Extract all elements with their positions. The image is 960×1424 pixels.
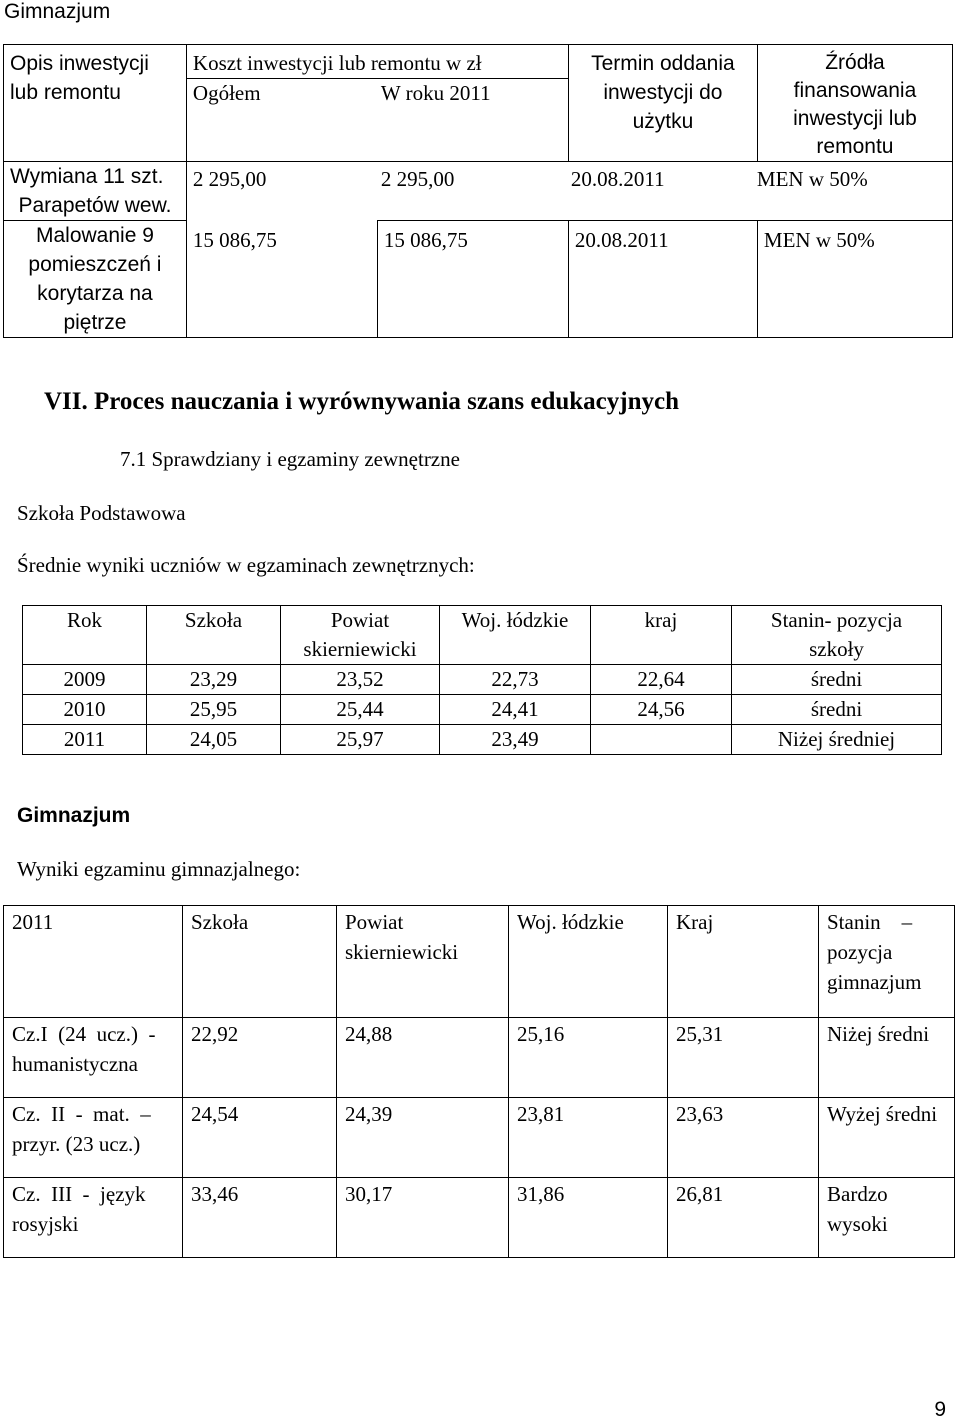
exam-results-table <box>22 605 942 755</box>
row1-year: 2 295,00 <box>380 167 455 191</box>
t2-header-year: Rok <box>23 606 147 665</box>
t3-cell: 25,16 <box>509 1018 668 1098</box>
t3-header-school: Szkoła <box>183 906 337 1018</box>
t3-cell: 25,31 <box>668 1018 819 1098</box>
t3-cell: 23,81 <box>509 1098 668 1178</box>
t2-cell: 25,97 <box>281 725 440 755</box>
header-source <box>757 45 952 162</box>
row1-description <box>4 162 187 221</box>
table-row <box>23 695 942 725</box>
t3-header-county: Powiat skierniewicki <box>337 906 509 1018</box>
row2-description-line: pomieszczeń i <box>28 253 162 276</box>
row2-term: 20.08.2011 <box>568 221 757 338</box>
header-total: Ogółem <box>187 78 375 108</box>
row1-description-line: Parapetów wew. <box>18 194 172 217</box>
gimnazjum-label: Gimnazjum <box>17 804 131 827</box>
t2-cell: 25,44 <box>281 695 440 725</box>
t2-cell: 24,41 <box>440 695 591 725</box>
t3-cell: 22,92 <box>183 1018 337 1098</box>
table-row <box>23 665 942 695</box>
header-source-line: finansowania <box>793 79 917 102</box>
page-header-title: Gimnazjum <box>4 0 111 23</box>
table-row <box>23 725 942 755</box>
investment-table <box>3 44 953 338</box>
t3-cell: Niżej średni <box>819 1018 955 1098</box>
header-term <box>568 45 757 162</box>
row2-description-line: korytarza na <box>37 282 153 305</box>
section-title: VII. Proces nauczania i wyrównywania szans edukacyjnych <box>44 388 679 415</box>
header-source-line: inwestycji lub <box>793 107 917 130</box>
t2-header-county: Powiat skierniewicki <box>281 606 440 665</box>
t3-cell: 26,81 <box>668 1178 819 1258</box>
t2-cell: 25,95 <box>147 695 281 725</box>
t3-cell: 23,63 <box>668 1098 819 1178</box>
t2-cell <box>591 725 732 755</box>
t2-cell: 23,29 <box>147 665 281 695</box>
table-row <box>4 1178 955 1258</box>
t2-cell: 22,73 <box>440 665 591 695</box>
t2-cell: 24,05 <box>147 725 281 755</box>
t3-cell: 33,46 <box>183 1178 337 1258</box>
t3-cell-label: Cz. III - język rosyjski <box>4 1178 183 1258</box>
t2-cell: 24,56 <box>591 695 732 725</box>
header-term-line: użytku <box>632 110 694 133</box>
row2-description <box>4 221 187 338</box>
school-label: Szkoła Podstawowa <box>17 501 186 525</box>
t3-cell-label: Cz. II - mat. – przyr. (23 ucz.) <box>4 1098 183 1178</box>
page-number: 9 <box>934 1398 946 1421</box>
avg-results-label: Średnie wyniki uczniów w egzaminach zewnętrznych: <box>17 553 475 577</box>
t3-header-voivodeship: Woj. łódzkie <box>509 906 668 1018</box>
t2-header-voivodeship: Woj. łódzkie <box>440 606 591 665</box>
header-cost-group <box>186 45 568 162</box>
t3-header-country: Kraj <box>668 906 819 1018</box>
subsection-title: 7.1 Sprawdziany i egzaminy zewnętrzne <box>120 447 460 471</box>
row1-term: 20.08.2011 <box>570 167 665 191</box>
row2-year: 15 086,75 <box>377 221 568 338</box>
header-year: W roku 2011 <box>375 78 568 108</box>
t2-cell: średni <box>732 695 942 725</box>
row2-source: MEN w 50% <box>757 221 952 338</box>
header-source-line: remontu <box>816 135 894 158</box>
row2-description-line: Malowanie 9 <box>36 224 154 247</box>
row2-description-line: piętrze <box>63 311 127 334</box>
t2-cell: 23,49 <box>440 725 591 755</box>
gim-exam-table <box>3 905 955 1258</box>
header-source-line: Źródła <box>825 51 885 74</box>
t3-cell: 31,86 <box>509 1178 668 1258</box>
t3-cell: Bardzo wysoki <box>819 1178 955 1258</box>
row1-total: 2 295,00 <box>192 167 267 191</box>
gim-results-label: Wyniki egzaminu gimnazjalnego: <box>17 857 301 881</box>
header-description-line: Opis inwestycji <box>10 52 149 75</box>
t2-cell: 2009 <box>23 665 147 695</box>
t3-cell: 30,17 <box>337 1178 509 1258</box>
table-row <box>4 1018 955 1098</box>
t2-cell: 2010 <box>23 695 147 725</box>
header-term-line: inwestycji do <box>603 81 723 104</box>
row1-values <box>186 162 952 221</box>
row1-source: MEN w 50% <box>756 167 868 191</box>
t3-cell: 24,88 <box>337 1018 509 1098</box>
t2-cell: Niżej średniej <box>732 725 942 755</box>
t2-header-school: Szkoła <box>147 606 281 665</box>
t2-cell: średni <box>732 665 942 695</box>
header-description <box>4 45 187 162</box>
header-term-line: Termin oddania <box>591 52 735 75</box>
header-description-line: lub remontu <box>10 81 121 104</box>
table-row <box>4 1098 955 1178</box>
t3-header-year: 2011 <box>4 906 183 1018</box>
t3-cell: 24,54 <box>183 1098 337 1178</box>
t3-cell: 24,39 <box>337 1098 509 1178</box>
t2-cell: 23,52 <box>281 665 440 695</box>
t3-header-stanine: Stanin – pozycja gimnazjum <box>819 906 955 1018</box>
header-cost-title: Koszt inwestycji lub remontu w zł <box>192 51 482 75</box>
row2-total: 15 086,75 <box>186 221 377 338</box>
t2-cell: 2011 <box>23 725 147 755</box>
t2-header-country: kraj <box>591 606 732 665</box>
t2-cell: 22,64 <box>591 665 732 695</box>
t2-header-stanine: Stanin- pozycja szkoły <box>732 606 942 665</box>
t3-cell-label: Cz.I (24 ucz.) - humanistyczna <box>4 1018 183 1098</box>
t3-cell: Wyżej średni <box>819 1098 955 1178</box>
row1-description-line: Wymiana 11 szt. <box>10 165 164 188</box>
